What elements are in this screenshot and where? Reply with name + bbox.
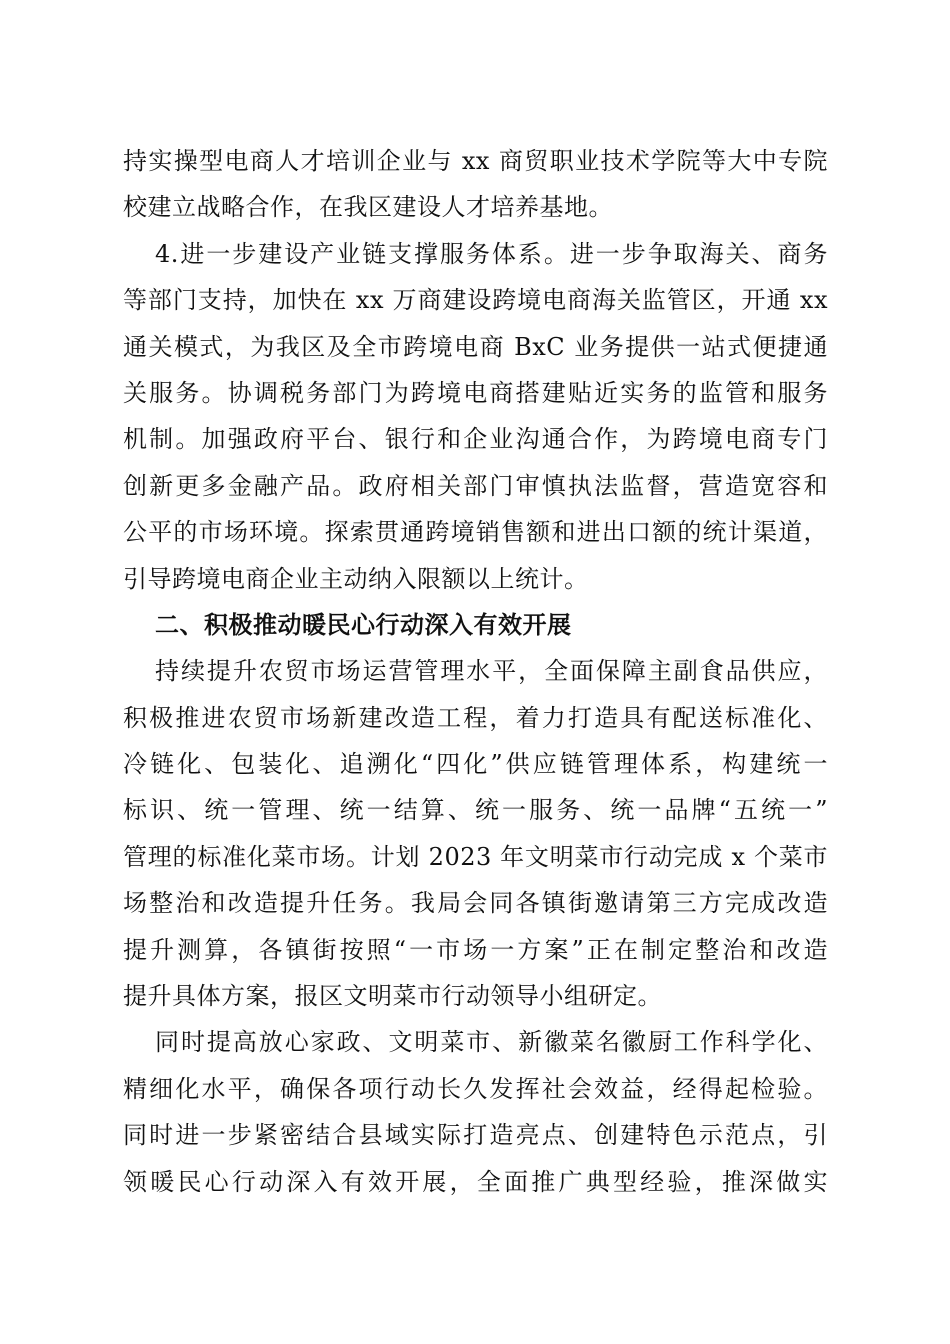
- text-line: 领暖民心行动深入有效开展，全面推广典型经验，推深做实: [123, 1167, 828, 1196]
- text-line: 冷链化、包装化、追溯化“四化”供应链管理体系，构建统一: [123, 750, 828, 779]
- document-body: [123, 138, 828, 1205]
- text-line: 积极推进农贸市场新建改造工程，着力打造具有配送标准化、: [123, 703, 828, 732]
- text-line: 4.进一步建设产业链支撑服务体系。进一步争取海关、商务: [155, 239, 828, 268]
- text-line: 提升测算，各镇街按照“一市场一方案”正在制定整治和改造: [123, 935, 828, 964]
- text-line: 持续提升农贸市场运营管理水平，全面保障主副食品供应，: [155, 657, 828, 686]
- text-line: 关服务。协调税务部门为跨境电商搭建贴近实务的监管和服务: [123, 378, 828, 407]
- paragraph-talent-training: [123, 138, 828, 231]
- text-line: 创新更多金融产品。政府相关部门审慎执法监督，营造宽容和: [123, 471, 828, 500]
- text-line: 同时进一步紧密结合县域实际打造亮点、创建特色示范点，引: [123, 1121, 828, 1150]
- section-heading: 二、积极推动暖民心行动深入有效开展: [155, 610, 572, 639]
- text-line: 机制。加强政府平台、银行和企业沟通合作，为跨境电商专门: [123, 425, 828, 454]
- text-line: 等部门支持，加快在 xx 万商建设跨境电商海关监管区，开通 xx: [123, 286, 828, 315]
- text-line: 场整治和改造提升任务。我局会同各镇街邀请第三方完成改造: [123, 889, 828, 918]
- paragraph-farmers-market: [123, 648, 828, 1019]
- text-line: 管理的标准化菜市场。计划 2023 年文明菜市行动完成 x 个菜市: [123, 842, 828, 871]
- paragraph-service-quality: [123, 1019, 828, 1205]
- text-line: 标识、统一管理、统一结算、统一服务、统一品牌“五统一”: [123, 796, 828, 825]
- text-line: 精细化水平，确保各项行动长久发挥社会效益，经得起检验。: [123, 1074, 828, 1103]
- paragraph-industry-chain-services: [123, 231, 828, 602]
- text-line: 同时提高放心家政、文明菜市、新徽菜名徽厨工作科学化、: [155, 1028, 828, 1057]
- text-line: 校建立战略合作，在我区建设人才培养基地。: [123, 193, 613, 222]
- text-line: 公平的市场环境。探索贯通跨境销售额和进出口额的统计渠道，: [123, 518, 828, 547]
- text-line: 引导跨境电商企业主动纳入限额以上统计。: [123, 564, 589, 593]
- text-line: 提升具体方案，报区文明菜市行动领导小组研定。: [123, 982, 662, 1011]
- text-line: 通关模式，为我区及全市跨境电商 BxC 业务提供一站式便捷通: [123, 332, 828, 361]
- text-line: 持实操型电商人才培训企业与 xx 商贸职业技术学院等大中专院: [123, 147, 828, 175]
